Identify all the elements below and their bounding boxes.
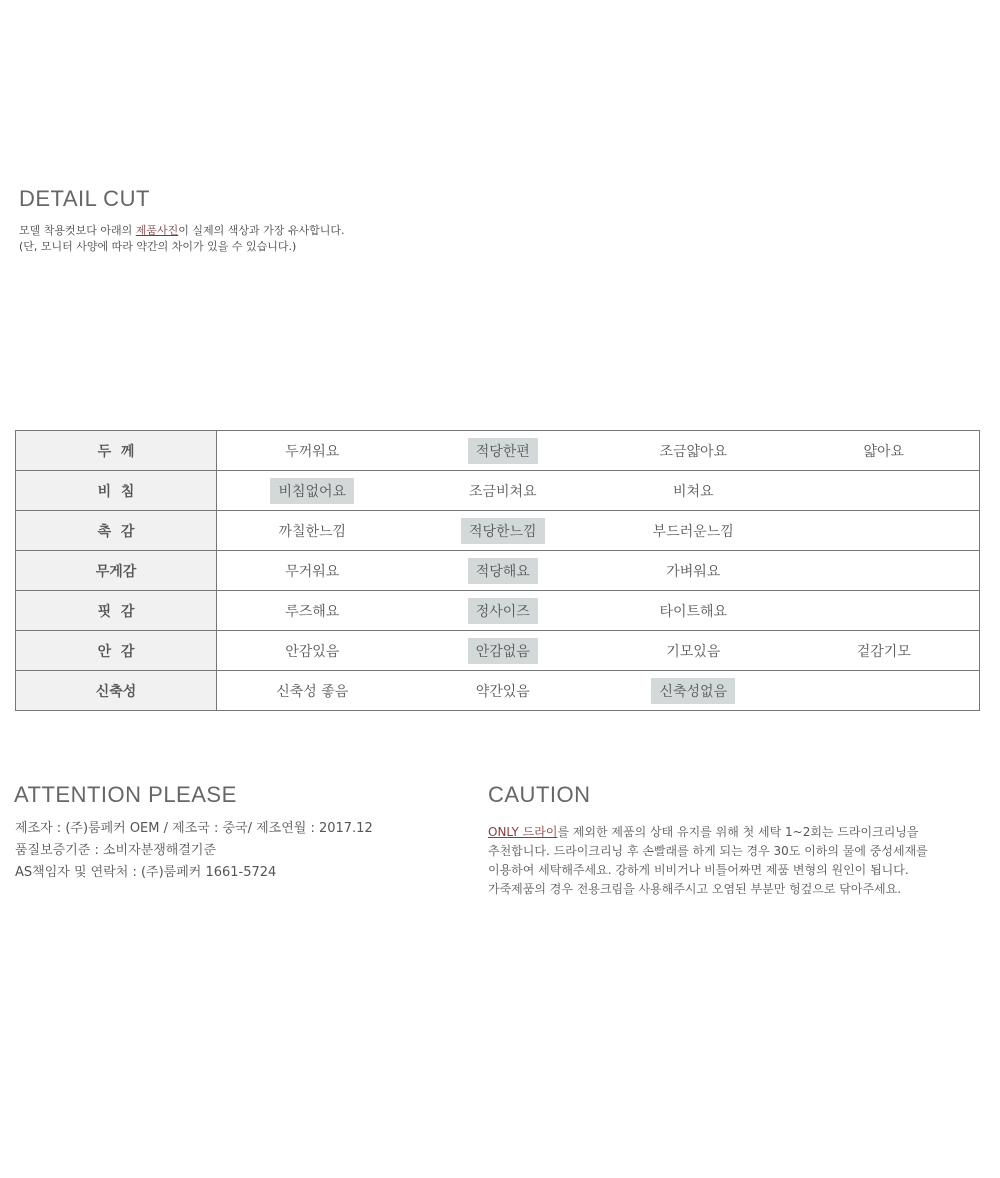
spec-option: 신축성 좋음 [276, 683, 349, 700]
spec-row-label: 촉 감 [16, 511, 217, 551]
caution-text [488, 823, 958, 899]
spec-option: 조금얇아요 [659, 443, 728, 460]
spec-row-options [217, 591, 980, 631]
spec-option-selected: 정사이즈 [468, 598, 538, 624]
spec-option: 겉감기모 [856, 643, 911, 660]
as-contact-info: AS책임자 및 연락처 : (주)룸페커 1661-5724 [15, 865, 277, 880]
spec-option-cell [408, 518, 599, 544]
quality-standard-info: 품질보증기준 : 소비자분쟁해결기준 [15, 843, 217, 858]
spec-option-cell [598, 518, 789, 544]
detail-description [19, 223, 345, 255]
spec-row [16, 431, 980, 471]
spec-option-selected: 안감없음 [468, 638, 538, 664]
spec-row-label: 핏 감 [16, 591, 217, 631]
spec-option: 조금비쳐요 [468, 483, 537, 500]
spec-option: 루즈해요 [285, 603, 340, 620]
spec-row-options [217, 671, 980, 711]
spec-option-cell [598, 638, 789, 664]
spec-option: 가벼워요 [666, 563, 721, 580]
spec-option-cell [217, 638, 408, 664]
spec-option: 안감있음 [285, 643, 340, 660]
spec-option-cell [408, 438, 599, 464]
fabric-spec-table [15, 430, 980, 711]
spec-option-cell [598, 438, 789, 464]
spec-row [16, 551, 980, 591]
spec-option-selected: 적당한편 [468, 438, 538, 464]
spec-option: 두꺼워요 [285, 443, 340, 460]
spec-option-cell [789, 638, 980, 664]
spec-row-label: 안 감 [16, 631, 217, 671]
only-dry-highlight: ONLY 드라이 [488, 825, 558, 839]
spec-option-selected: 적당해요 [468, 558, 538, 584]
spec-row [16, 671, 980, 711]
spec-row [16, 631, 980, 671]
attention-info [15, 818, 373, 884]
detail-description-line1: 모델 착용컷보다 아래의 제품사진이 실제의 색상과 가장 유사합니다. [19, 224, 345, 237]
spec-option-cell [598, 478, 789, 504]
spec-option-cell [408, 638, 599, 664]
spec-row-options [217, 471, 980, 511]
spec-row-options [217, 551, 980, 591]
spec-option-selected: 적당한느낌 [461, 518, 545, 544]
spec-row [16, 511, 980, 551]
detail-cut-title: DETAIL CUT [19, 186, 150, 211]
spec-row [16, 591, 980, 631]
spec-option-cell [408, 598, 599, 624]
spec-option-cell [217, 558, 408, 584]
spec-row [16, 471, 980, 511]
spec-option-selected: 신축성없음 [651, 678, 735, 704]
spec-option: 부드러운느낌 [652, 523, 734, 540]
spec-row-label: 두 께 [16, 431, 217, 471]
spec-option: 타이트해요 [659, 603, 728, 620]
manufacturer-info: 제조자 : (주)룸페커 OEM / 제조국 : 중국/ 제조연월 : 2017.12 [15, 821, 373, 836]
caution-line4: 가죽제품의 경우 전용크림을 사용해주시고 오염된 부분만 헝겊으로 닦아주세요. [488, 882, 902, 896]
spec-option: 무거워요 [285, 563, 340, 580]
caution-line1: ONLY 드라이를 제외한 제품의 상태 유지를 위해 첫 세탁 1~2회는 드라이크리닝을 [488, 825, 919, 839]
caution-title: CAUTION [488, 782, 591, 807]
spec-option-cell [217, 478, 408, 504]
spec-option: 약간있음 [475, 683, 530, 700]
caution-line2: 추천합니다. 드라이크리닝 후 손빨래를 하게 되는 경우 30도 이하의 물에 중성세재를 [488, 844, 928, 858]
spec-option-cell [217, 678, 408, 704]
spec-option-cell [217, 518, 408, 544]
spec-option-cell [598, 558, 789, 584]
spec-row-options [217, 631, 980, 671]
spec-option-cell [598, 598, 789, 624]
spec-row-label: 비 침 [16, 471, 217, 511]
spec-option-cell [408, 558, 599, 584]
caution-line3: 이용하여 세탁해주세요. 강하게 비비거나 비틀어짜면 제품 변형의 원인이 됩니다. [488, 863, 909, 877]
spec-row-label: 신축성 [16, 671, 217, 711]
spec-row-options [217, 511, 980, 551]
spec-option-cell [217, 598, 408, 624]
spec-row-options [217, 431, 980, 471]
attention-title: ATTENTION PLEASE [14, 782, 237, 807]
spec-option: 얇아요 [863, 443, 905, 460]
detail-description-line2: (단, 모니터 사양에 따라 약간의 차이가 있을 수 있습니다.) [19, 240, 297, 253]
spec-option-cell [408, 478, 599, 504]
product-photo-highlight: 제품사진 [135, 224, 179, 237]
spec-option-cell [408, 678, 599, 704]
spec-option: 비쳐요 [672, 483, 714, 500]
spec-option-selected: 비침없어요 [270, 478, 354, 504]
spec-option-cell [217, 438, 408, 464]
spec-row-label: 무게감 [16, 551, 217, 591]
spec-option-cell [598, 678, 789, 704]
spec-option: 까칠한느낌 [278, 523, 347, 540]
spec-option: 기모있음 [666, 643, 721, 660]
spec-option-cell [789, 438, 980, 464]
